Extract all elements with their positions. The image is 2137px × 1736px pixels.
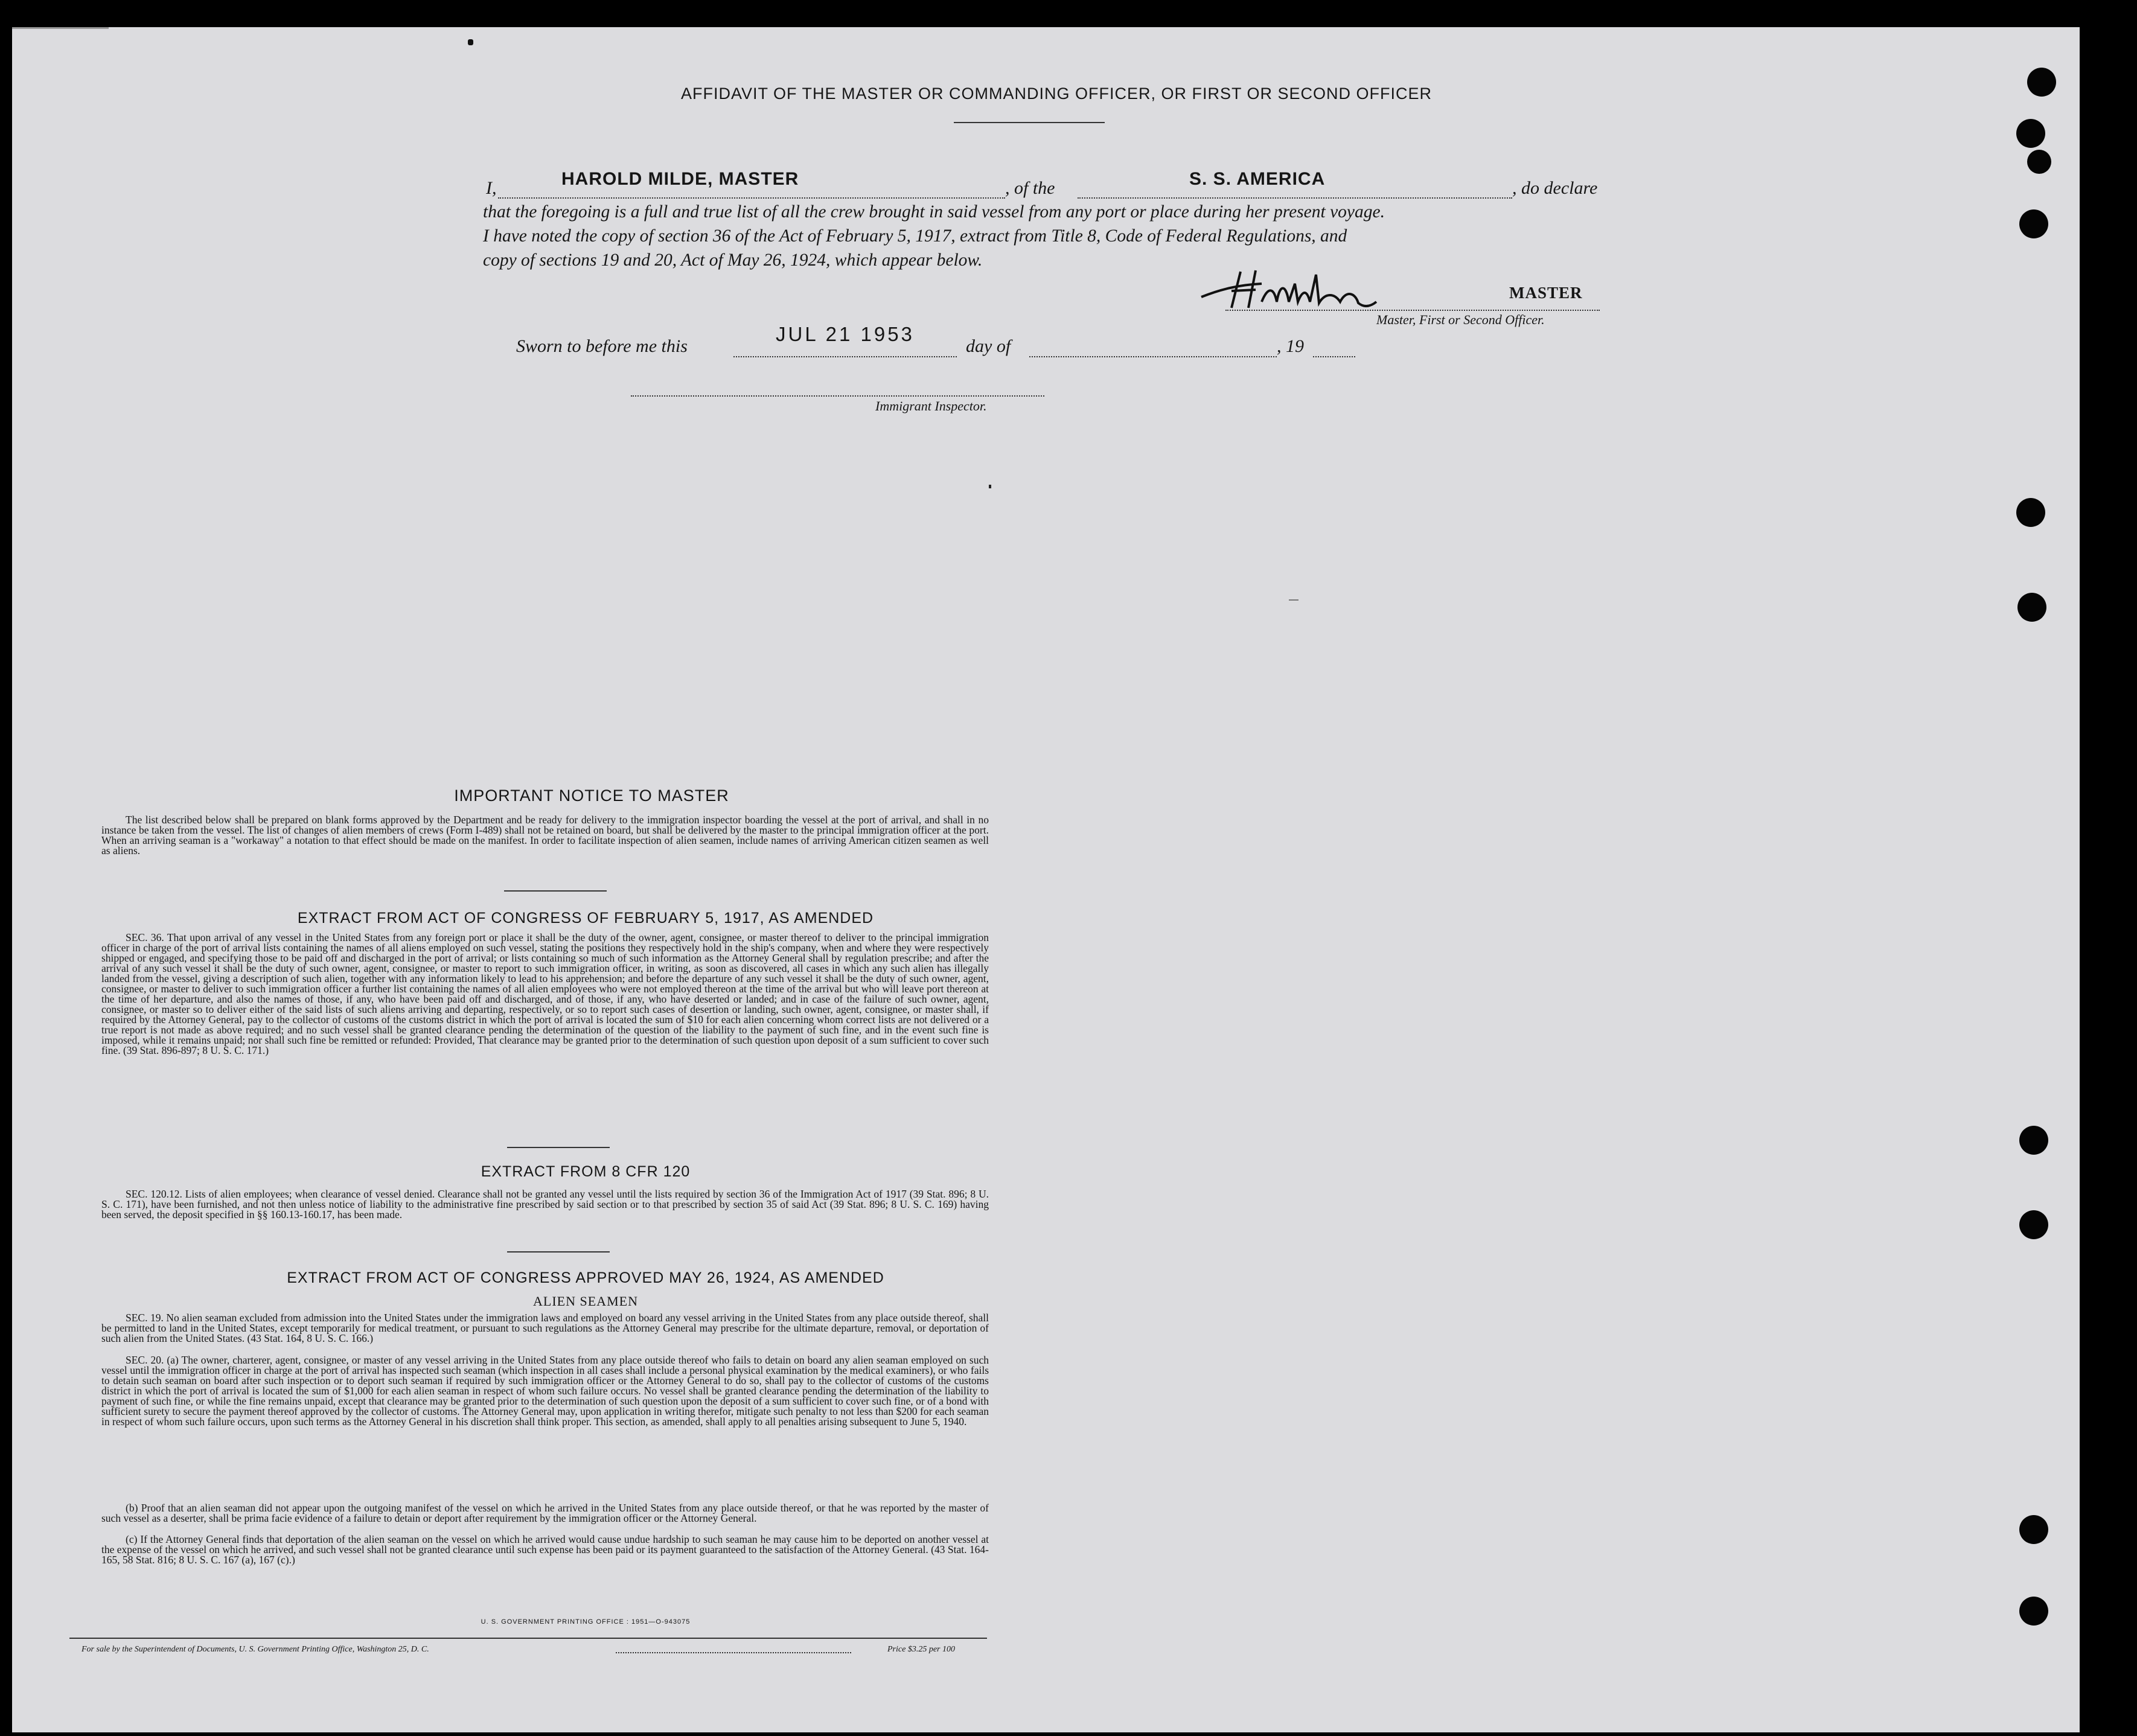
extract-1917-body: SEC. 36. That upon arrival of any vessel in the United States from any foreign port or place it shall be the duty of the owner, agent, consignee, or master thereof to deliver to the principal immigration officer in charge of the port of arrival lists containing the names of all aliens employed on such vessel, stating the positions they respectively hold in the ship's company, when and where they were respectively shipped or engaged, and specifying those to be paid off and discharged in the port of arrival; or lists containing so much of such information as the Attorney General shall by regulation prescribe; and after the arrival of any such vessel it shall be the duty of such owner, agent, consignee, or master to report to such immigration officer, in writing, as soon as discovered, all cases in which any such alien has illegally landed from the vessel, giving a description of such alien, together with any information likely to lead to his apprehension; and before the departure of any such vessel it shall be the duty of such owner, agent, consignee, or master to deliver to such immigration officer a further list containing the names of all alien employees who were not employed thereon at the time of the arrival but who will leave port thereon at the time of her departure, and also the names of those, if any, who have been paid off and discharged, and of those, if any, who have deserted or landed; and in case of the failure of such owner, agent, consignee, or master so to deliver either of the said lists of such aliens arriving and departing, respectively, or so to report such cases of desertion or landing, such owner, agent, consignee, or master shall, if required by the Attorney General, pay to the collector of customs of the customs district in which the port of arrival is located the sum of $10 for each alien concerning whom correct lists are not delivered or a true report is not made as above required; and no such vessel shall be granted clearance pending the determination of the question of the liability to the payment of such fine, and in the event such fine is imposed, while it remains unpaid; nor shall such fine be remitted or refunded: Provided, That clearance may be granted prior to the determination of such question upon deposit of a sum sufficient to cover such fine. (39 Stat. 896-897; 8 U. S. C. 171.) bbox=[101, 931, 989, 1056]
binder-hole bbox=[2016, 119, 2045, 148]
inspector-line bbox=[631, 395, 1044, 397]
month-line bbox=[1029, 356, 1277, 357]
of-the-label: , of the bbox=[1005, 178, 1055, 198]
sec-20c-body: (c) If the Attorney General finds that deportation of the alien seaman on the vessel on which he arrived would cause undue hardship to such seaman he may cause him to be deported on another vessel at the expense of the vessel on which he arrived, and such vessel shall not be granted clearance until such expense has been paid or its payment guaranteed to the satisfaction of the Attorney General. (43 Stat. 164-165, 58 Stat. 816; 8 U. S. C. 167 (a), 167 (c).) bbox=[101, 1533, 989, 1566]
vessel-name-field: S. S. AMERICA bbox=[1189, 169, 1326, 189]
declaration-line-2: that the foregoing is a full and true list of all the crew brought in said vessel from any port or place during her present voyage. bbox=[483, 202, 1385, 222]
binder-hole bbox=[2019, 209, 2048, 238]
section-divider bbox=[507, 1251, 610, 1253]
name-line bbox=[498, 197, 1005, 199]
extract-1917-heading: EXTRACT FROM ACT OF CONGRESS OF FEBRUARY 5, 1917, AS AMENDED bbox=[297, 910, 874, 927]
extract-cfr-body: SEC. 120.12. Lists of alien employees; when clearance of vessel denied. Clearance shall not be granted any vessel until the lists required by section 36 of the Immigration Act of 1917 (39 Stat. 896; 8 U. S. C. 171), have been furnished, and not then unless notice of liability to the administrative fine prescribed by said section or to that prescribed by section 35 of said Act (39 Stat. 896; 8 U. S. C. 169) having been served, the deposit specified in §§ 160.13-160.17, has been made. bbox=[101, 1188, 989, 1221]
sale-notice: For sale by the Superintendent of Documents, U. S. Government Printing Office, Washington 25, D. C. bbox=[81, 1645, 429, 1654]
alien-seamen-subheading: ALIEN SEAMEN bbox=[533, 1294, 638, 1309]
sec-19-body: SEC. 19. No alien seaman excluded from admission into the United States under the immigration laws and employed on board any vessel arriving in the United States from any place outside thereof, shall be permitted to land in the United States, except temporarily for medical treatment, or pursuant to such regulations as the Attorney General may prescribe for the ultimate departure, removal, or deportation of such alien from the United States. (43 Stat. 164, 8 U. S. C. 166.) bbox=[101, 1312, 989, 1344]
notice-body: The list described below shall be prepared on blank forms approved by the Department and be ready for delivery to the immigration inspector boarding the vessel at the port of arrival, and shall in no instance be taken from the vessel. The list of changes of alien members of crews (Form I-489) shall not be retained on board, but shall be delivered by the master to the principal immigration officer at the port. When an arriving seaman is a "workaway" a notation to that effect should be made on the manifest. In order to facilitate inspection of alien seamen, include names of arriving American citizen seamen as well as aliens. bbox=[101, 814, 989, 857]
binder-hole bbox=[2027, 150, 2051, 174]
signature-line bbox=[1225, 310, 1600, 311]
vessel-line bbox=[1078, 197, 1512, 199]
binder-hole bbox=[2019, 1126, 2048, 1155]
signer-caption: Master, First or Second Officer. bbox=[1376, 312, 1545, 327]
i-label: I, bbox=[486, 178, 497, 198]
gpo-imprint: U. S. GOVERNMENT PRINTING OFFICE : 1951—O-943075 bbox=[481, 1618, 691, 1626]
master-name-field: HAROLD MILDE, MASTER bbox=[561, 169, 799, 189]
document-page bbox=[12, 27, 2080, 1732]
sworn-date-stamp: JUL 21 1953 bbox=[776, 323, 915, 345]
title-divider bbox=[954, 122, 1105, 123]
scan-edge-mark bbox=[468, 39, 473, 45]
declaration-line-4: copy of sections 19 and 20, Act of May 26, 1924, which appear below. bbox=[483, 251, 983, 270]
extract-cfr-heading: EXTRACT FROM 8 CFR 120 bbox=[481, 1163, 691, 1180]
affidavit-title: AFFIDAVIT OF THE MASTER OR COMMANDING OFFICER, OR FIRST OR SECOND OFFICER bbox=[680, 85, 1433, 103]
year-label: , 19 bbox=[1277, 336, 1304, 356]
day-of-label: day of bbox=[966, 336, 1011, 356]
binder-hole bbox=[2017, 593, 2046, 622]
inspector-caption: Immigrant Inspector. bbox=[875, 398, 987, 413]
do-declare-label: , do declare bbox=[1512, 178, 1598, 198]
signer-title: MASTER bbox=[1509, 284, 1583, 302]
year-line bbox=[1313, 356, 1355, 357]
sworn-label: Sworn to before me this bbox=[516, 336, 688, 356]
binder-hole bbox=[2019, 1210, 2048, 1239]
notice-heading: IMPORTANT NOTICE TO MASTER bbox=[454, 787, 729, 805]
sale-leader bbox=[616, 1652, 851, 1653]
scan-edge-mark bbox=[12, 27, 109, 29]
binder-hole bbox=[2027, 68, 2056, 97]
stray-mark bbox=[989, 485, 991, 488]
stray-mark bbox=[1289, 599, 1298, 601]
sec-20a-body: SEC. 20. (a) The owner, charterer, agent, consignee, or master of any vessel arriving in the United States from any place outside thereof who fails to detain on board any alien seaman employed on such vessel until the immigration officer in charge at the port of arrival has inspected such seaman (which inspection in all cases shall include a personal physical examination by the medical examiners), or who fails to detain such seaman on board after such inspection or to deport such seaman if required by such immigration officer or the Attorney General to do so, shall pay to the collector of customs of the customs district in which the port of arrival is located the sum of $1,000 for each alien seaman in respect of whom such failure occurs. No vessel shall be granted clearance pending the determination of the liability to payment of such fine, or while the fine remains unpaid, except that clearance may be granted prior to the determination of such question upon the deposit of a sum sufficient to cover such fine, or of a bond with sufficient surety to secure the payment thereof approved by the collector of customs. The Attorney General may, upon application in writing therefor, mitigate such penalty to not less than $200 for each seaman in respect of whom such failure occurs, upon such terms as the Attorney General in his discretion shall think proper. This section, as amended, shall apply to all penalties arising subsequent to June 5, 1940. bbox=[101, 1354, 989, 1428]
section-divider bbox=[507, 1147, 610, 1148]
sworn-date-line bbox=[733, 356, 957, 357]
sec-20b-body: (b) Proof that an alien seaman did not appear upon the outgoing manifest of the vessel on which he arrived in the United States from any place outside thereof, or that he was reported by the master of such vessel as a deserter, shall be prima facie evidence of a failure to detain or deport after requirement by the immigration officer or the Attorney General. bbox=[101, 1502, 989, 1524]
binder-hole bbox=[2019, 1597, 2048, 1626]
binder-hole bbox=[2016, 498, 2045, 527]
handwritten-signature bbox=[1195, 266, 1401, 314]
footer-rule bbox=[69, 1638, 987, 1639]
declaration-line-3: I have noted the copy of section 36 of the Act of February 5, 1917, extract from Title 8, Code of Federal Regulations, and bbox=[483, 226, 1347, 246]
binder-hole bbox=[2019, 1515, 2048, 1544]
extract-1924-heading: EXTRACT FROM ACT OF CONGRESS APPROVED MAY 26, 1924, AS AMENDED bbox=[287, 1269, 884, 1286]
price-notice: Price $3.25 per 100 bbox=[887, 1645, 955, 1654]
section-divider bbox=[504, 890, 607, 892]
